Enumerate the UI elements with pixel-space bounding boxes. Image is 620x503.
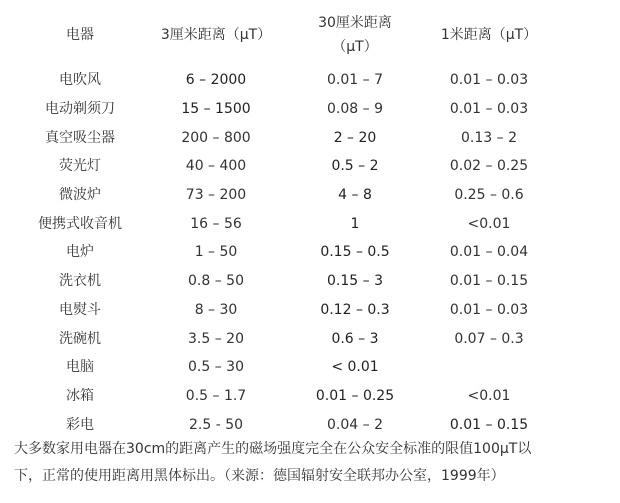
table-row bbox=[13, 324, 553, 353]
cell-1m: 0.01 – 0.04 bbox=[449, 244, 529, 261]
cell-3cm: 6 – 2000 bbox=[185, 72, 247, 89]
cell-3cm: 0.5 – 30 bbox=[188, 359, 244, 376]
cell-1m: 0.01 – 0.03 bbox=[449, 72, 529, 89]
cell-appliance: 荧光灯 bbox=[59, 158, 101, 175]
header-30cm bbox=[285, 4, 425, 66]
cell-appliance: 电脑 bbox=[66, 359, 94, 376]
cell-1m: 0.01 – 0.15 bbox=[449, 273, 529, 290]
cell-1m: 0.07 – 0.3 bbox=[454, 330, 524, 347]
emf-table bbox=[13, 4, 553, 439]
table-row bbox=[13, 123, 553, 152]
cell-1m: 0.13 – 2 bbox=[461, 129, 517, 146]
cell-1m: <0.01 bbox=[467, 215, 511, 232]
cell-3cm: 0.5 – 1.7 bbox=[185, 387, 247, 404]
footnote bbox=[14, 436, 614, 490]
cell-appliance: 真空吸尘器 bbox=[45, 129, 115, 146]
cell-30cm: 0.6 – 3 bbox=[331, 330, 379, 347]
footnote-line-2: 下，正常的使用距离用黑体标出。（来源：德国辐射安全联邦办公室，1999年） bbox=[14, 468, 505, 484]
table-row bbox=[13, 382, 553, 411]
cell-30cm: < 0.01 bbox=[331, 359, 379, 376]
cell-appliance: 电吹风 bbox=[59, 72, 101, 89]
cell-appliance: 电炉 bbox=[66, 244, 94, 261]
header-appliance: 电器 bbox=[66, 27, 94, 43]
table-row bbox=[13, 66, 553, 95]
cell-appliance: 电熨斗 bbox=[59, 301, 101, 318]
cell-3cm: 200 – 800 bbox=[181, 129, 251, 146]
footnote-line-1: 大多数家用电器在30cm的距离产生的磁场强度完全在公众安全标准的限值100μT以 bbox=[14, 441, 532, 457]
cell-3cm: 15 – 1500 bbox=[181, 101, 251, 118]
header-1m: 1米距离（μT） bbox=[440, 27, 538, 43]
cell-30cm: 1 bbox=[350, 215, 360, 232]
cell-30cm: 0.15 – 3 bbox=[327, 273, 383, 290]
cell-3cm: 0.8 – 50 bbox=[188, 273, 244, 290]
cell-appliance: 彩电 bbox=[66, 416, 94, 433]
cell-1m: 0.25 – 0.6 bbox=[454, 187, 524, 204]
cell-30cm: 0.01 – 0.25 bbox=[315, 387, 395, 404]
cell-1m: 0.01 – 0.03 bbox=[449, 301, 529, 318]
cell-appliance: 洗碗机 bbox=[59, 330, 101, 347]
cell-3cm: 1 – 50 bbox=[194, 244, 238, 261]
table-row bbox=[13, 410, 553, 439]
cell-1m: 0.01 – 0.03 bbox=[449, 101, 529, 118]
cell-appliance: 微波炉 bbox=[59, 187, 101, 204]
cell-3cm: 73 – 200 bbox=[185, 187, 247, 204]
header-3cm: 3厘米距离（μT） bbox=[160, 27, 272, 43]
table-row bbox=[13, 238, 553, 267]
cell-appliance: 冰箱 bbox=[66, 387, 94, 404]
table-row bbox=[13, 181, 553, 210]
table-row bbox=[13, 152, 553, 181]
cell-appliance: 电动剃须刀 bbox=[45, 101, 115, 118]
table-row bbox=[13, 353, 553, 382]
header-row bbox=[13, 4, 553, 66]
table-row bbox=[13, 95, 553, 124]
cell-30cm: 0.04 – 2 bbox=[327, 416, 383, 433]
cell-appliance: 洗衣机 bbox=[59, 273, 101, 290]
cell-1m: 0.02 – 0.25 bbox=[449, 158, 529, 175]
cell-3cm: 3.5 – 20 bbox=[188, 330, 244, 347]
cell-3cm: 16 – 56 bbox=[190, 215, 242, 232]
cell-30cm: 0.12 – 0.3 bbox=[320, 301, 390, 318]
cell-30cm: 2 – 20 bbox=[333, 129, 377, 146]
cell-3cm: 8 – 30 bbox=[194, 301, 238, 318]
cell-3cm: 40 – 400 bbox=[185, 158, 247, 175]
table-row bbox=[13, 209, 553, 238]
cell-3cm: 2.5 - 50 bbox=[188, 416, 244, 433]
table-row bbox=[13, 267, 553, 296]
cell-appliance: 便携式收音机 bbox=[38, 215, 122, 232]
table-body bbox=[13, 66, 553, 439]
cell-30cm: 0.5 – 2 bbox=[331, 158, 379, 175]
cell-1m bbox=[425, 353, 553, 382]
cell-30cm: 4 – 8 bbox=[338, 187, 372, 204]
cell-30cm: 0.01 – 7 bbox=[327, 72, 383, 89]
cell-30cm: 0.15 – 0.5 bbox=[320, 244, 390, 261]
cell-1m: <0.01 bbox=[467, 387, 511, 404]
header-30cm-text: 30厘米距离（μT） bbox=[318, 15, 392, 55]
cell-1m: 0.01 – 0.15 bbox=[449, 416, 529, 433]
table-row bbox=[13, 296, 553, 325]
cell-30cm: 0.08 – 9 bbox=[327, 101, 383, 118]
